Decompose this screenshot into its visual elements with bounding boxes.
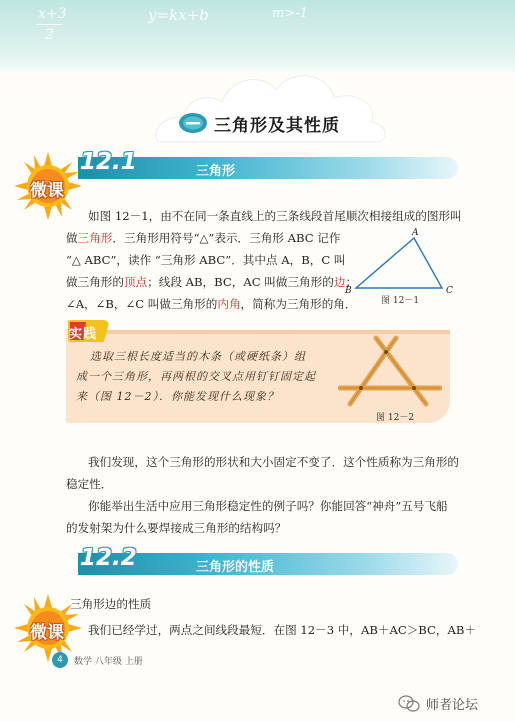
text-span: ； bbox=[345, 275, 358, 289]
text-span: ；线段 AB，BC，AC 叫做三角形的 bbox=[147, 275, 334, 289]
term-vertex: 顶点 bbox=[123, 275, 148, 289]
para-line: 稳定性． bbox=[66, 477, 113, 491]
practice-line: 来（图 12－2）．你能发现什么现象？ bbox=[76, 390, 279, 403]
formula-linear: y=kx+b bbox=[148, 6, 209, 24]
para-line: 我们发现，这个三角形的形状和大小固定不变了．这个性质称为三角形的 bbox=[88, 455, 460, 469]
text-span: 做三角形的 bbox=[66, 275, 124, 289]
para-line bbox=[66, 271, 357, 293]
section-number-12-1: 12.1 bbox=[80, 149, 137, 175]
section-number-12-2: 12.2 bbox=[80, 545, 137, 571]
vertex-label-a: A bbox=[412, 228, 419, 238]
subheading-side-property: 三角形边的性质 bbox=[70, 597, 152, 611]
figure-caption-12-2: 图 12－2 bbox=[376, 413, 415, 423]
practice-badge-label: 实践 bbox=[69, 327, 98, 342]
formula-numerator: x+3 bbox=[38, 6, 67, 22]
term-side: 边 bbox=[333, 275, 346, 289]
page-number: 4 bbox=[52, 652, 68, 668]
vertex-label-b: B bbox=[345, 286, 352, 296]
term-interior-angle: 内角 bbox=[217, 297, 241, 311]
formula-inequality: m>-1 bbox=[272, 6, 308, 21]
watermark-text: 师者论坛 bbox=[426, 698, 479, 713]
wood-stick-triangle-figure bbox=[338, 334, 442, 408]
text-span: ．三角形用符号“△”表示．三角形 ABC 记作 bbox=[112, 231, 341, 245]
section-title-12-2: 三角形的性质 bbox=[196, 560, 275, 575]
text-span: “△ ABC”，读作 “三角形 ABC”．其中点 A，B，C 叫 bbox=[66, 253, 346, 267]
term-triangle: 三角形 bbox=[77, 231, 113, 245]
chapter-title: 三角形及其性质 bbox=[214, 116, 340, 136]
para-line bbox=[66, 227, 340, 249]
figure-caption-12-1: 图 12－1 bbox=[381, 296, 420, 306]
para-line bbox=[66, 249, 346, 271]
para-line bbox=[88, 205, 462, 227]
para-line: 你能举出生活中应用三角形稳定性的例子吗？你能回答“神舟”五号飞船 bbox=[88, 499, 448, 513]
practice-line: 选取三根长度适当的木条（或硬纸条）组 bbox=[90, 350, 306, 363]
section-title-12-1: 三角形 bbox=[196, 164, 236, 179]
text-span: ∠A，∠B，∠C 叫做三角形的 bbox=[66, 297, 218, 311]
triangle-figure bbox=[342, 226, 460, 298]
vertex-label-c: C bbox=[446, 286, 453, 296]
weike-label: 微课 bbox=[30, 181, 64, 201]
practice-line: 成一个三角形，再两根的交叉点用钉钉固定起 bbox=[76, 370, 316, 383]
formula-denominator: 2 bbox=[45, 27, 54, 43]
text-span: 如图 12－1，由不在同一条直线上的三条线段首尾顺次相接组成的图形叫 bbox=[88, 209, 462, 223]
weike-label: 微课 bbox=[30, 623, 64, 643]
para-line: 的发射架为什么要焊接成三角形的结构吗？ bbox=[66, 521, 287, 535]
text-span: 做 bbox=[66, 231, 78, 245]
book-title: 数学 八年级 上册 bbox=[74, 657, 143, 667]
text-span: ，简称为三角形的角． bbox=[240, 297, 357, 311]
para-line: 我们已经学过，两点之间线段最短．在图 12－3 中，AB＋AC＞BC，AB＋ bbox=[88, 623, 476, 637]
fraction-bar bbox=[36, 24, 62, 25]
chapter-badge-icon bbox=[178, 112, 208, 134]
watermark bbox=[398, 694, 478, 713]
para-line bbox=[66, 293, 357, 315]
wechat-icon bbox=[398, 695, 420, 713]
